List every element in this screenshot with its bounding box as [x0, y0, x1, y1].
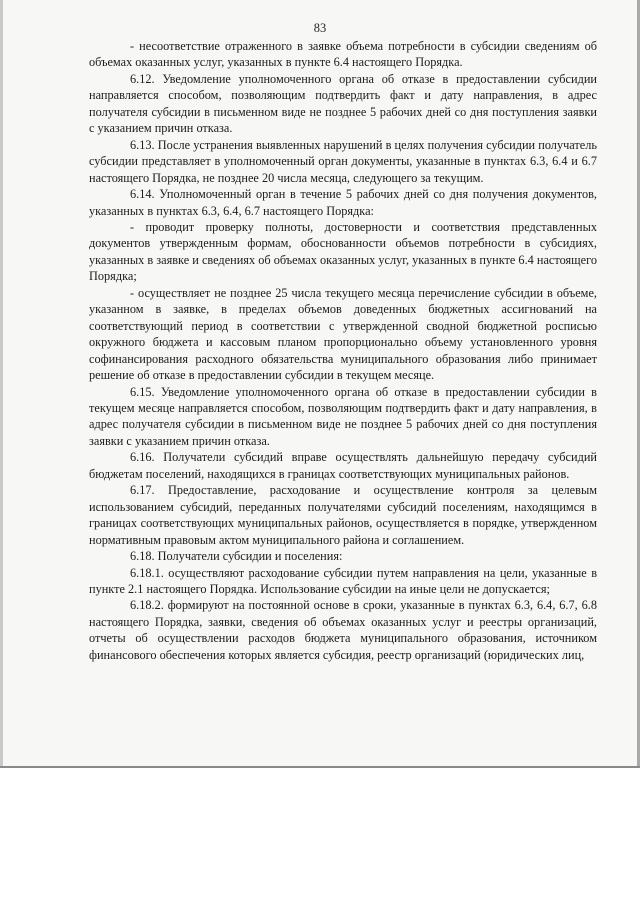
paragraph: 6.13. После устранения выявленных нарушений в целях получения субсидии получатель субсидии представляет в уполномоченный орган документы, указанные в пунктах 6.3, 6.4 и 6.7 настоящего Порядка, не позднее 20 числа месяца, следующего за текущим.	[89, 137, 597, 185]
paragraph: 6.18. Получатели субсидии и поселения:	[130, 549, 343, 564]
paragraph: 6.12. Уведомление уполномоченного органа об отказе в предоставлении субсидии направляется способом, позволяющим подтвердить факт и дату направления, в адрес получателя субсидии в письменном виде не позднее 5 рабочих дней со дня поступления заявки с указанием причин отказа.	[89, 71, 597, 136]
document-body	[89, 38, 597, 663]
paragraph: 6.18.1. осуществляют расходование субсидии путем направления на цели, указанные в пункте 2.1 настоящего Порядка. Использование субсидии на иные цели не допускается;	[89, 565, 597, 596]
paragraph: 6.18.2. формируют на постоянной основе в сроки, указанные в пунктах 6.3, 6.4, 6.7, 6.8 настоящего Порядка, заявки, сведения об объемах оказанных услуг и реестры организаций, отчеты об осуществлении расходов бюджета муниципального образования, источником финансового обеспечения которых является субсидия, реестр организаций (юридических лиц,	[89, 598, 597, 662]
paragraph: - проводит проверку полноты, достоверности и соответствия представленных документов утвержденным формам, обоснованности объемов потребности в субсидиях, указанных в заявке и сведениях об объемах оказанных услуг, указанных в пункте 6.4 настоящего Порядка;	[89, 219, 597, 284]
paragraph: 6.15. Уведомление уполномоченного органа об отказе в предоставлении субсидии в текущем месяце направляется способом, позволяющим подтвердить факт и дату направления, в адрес получателя субсидии в письменном виде не позднее 5 рабочих дней со дня поступления заявки с указанием причин отказа.	[89, 384, 597, 448]
scan-left-edge	[0, 0, 3, 766]
paragraph: - несоответствие отраженного в заявке объема потребности в субсидии сведениям об объемах оказанных услуг, указанных в пункте 6.4 настоящего Порядка.	[89, 39, 597, 70]
paragraph: 6.14. Уполномоченный орган в течение 5 рабочих дней со дня получения документов, указанных в пунктах 6.3, 6.4, 6.7 настоящего Порядка:	[89, 187, 597, 218]
paragraph: 6.17. Предоставление, расходование и осуществление контроля за целевым использованием субсидий, переданных получателями субсидий поселениям, находящимся в границах соответствующих муниципальных районов, осуществляется в порядке, утвержденном нормативным правовым актом муниципального района и соглашением.	[89, 483, 597, 547]
paragraph: 6.16. Получатели субсидий вправе осуществлять дальнейшую передачу субсидий бюджетам поселений, находящихся в границах соответствующих муниципальных районов.	[89, 450, 597, 481]
paragraph: - осуществляет не позднее 25 числа текущего месяца перечисление субсидии в объеме, указанном в заявке, в пределах объемов доведенных бюджетных ассигнований на соответствующий период в соответствии с утвержденной сводной бюджетной росписью окружного бюджета и кассовым планом пропорционально объему установленного уровня софинансирования расходного обязательства муниципального образования либо принимает решение об отказе в предоставлении субсидии в текущем месяце.	[89, 285, 597, 383]
page-number: 83	[313, 21, 327, 35]
